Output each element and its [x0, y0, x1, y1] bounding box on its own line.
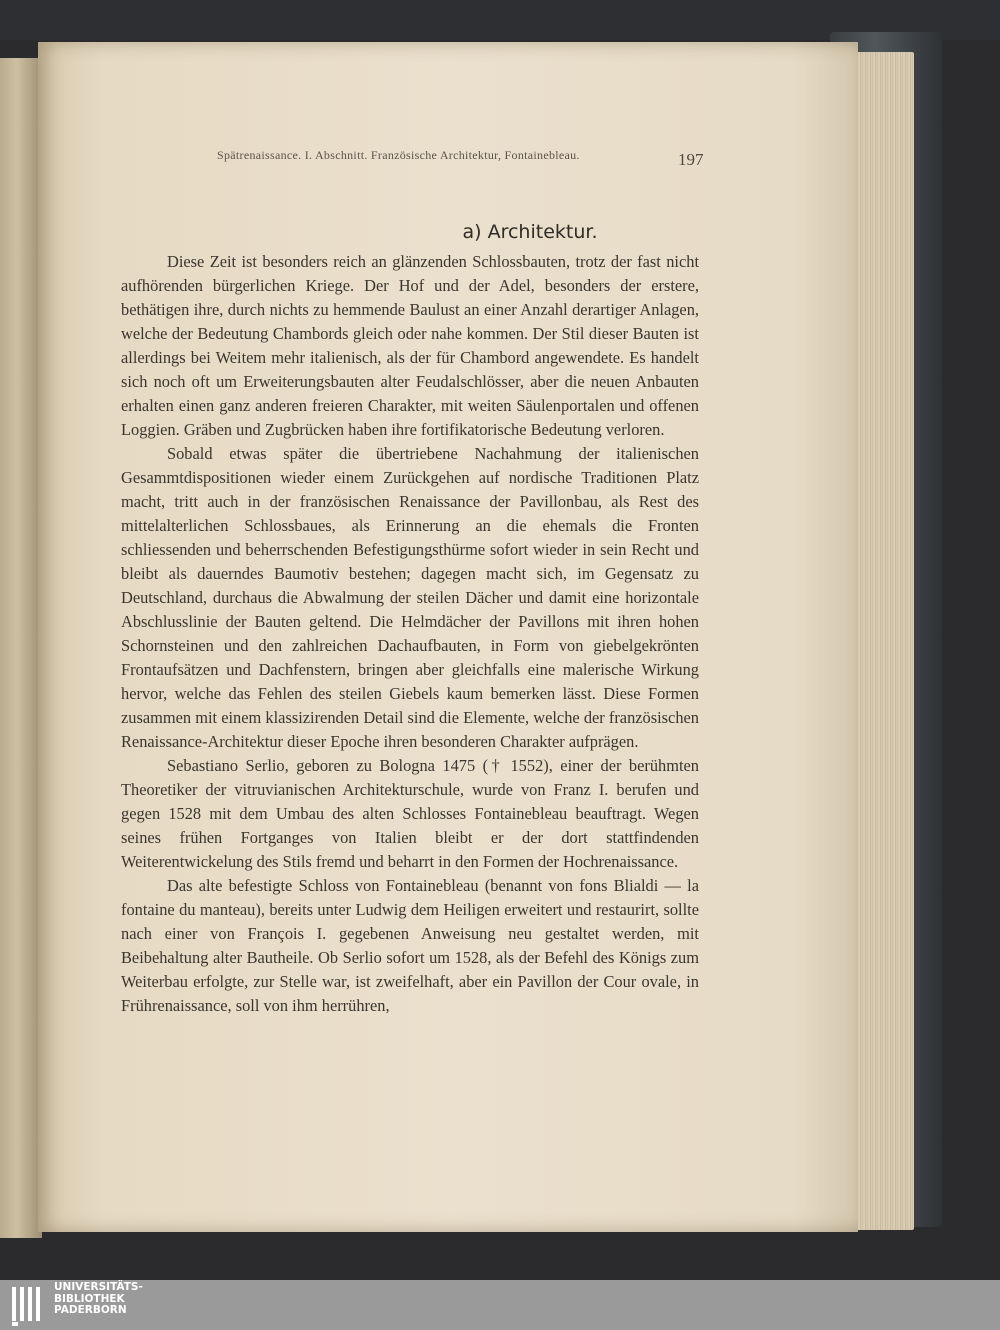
- paragraph: Sebastiano Serlio, geboren zu Bologna 1475 († 1552), einer der berühmten Theoretiker der vitruvianischen Architekturschule, wurde von Franz I. berufen und gegen 1528 mit dem Umbau des alten Schlosses Fontainebleau beauftragt. Wegen seines frühen Fortganges von Italien bleibt er der dort stattfindenden Weiterentwickelung des Stils fremd und beharrt in den Formen der Hochrenaissance.: [121, 756, 699, 871]
- paragraph: Diese Zeit ist besonders reich an glänzenden Schlossbauten, trotz der fast nicht aufhörenden bürgerlichen Kriege. Der Hof und der Adel, besonders der erstere, bethätigen ihre, durch nichts zu hemmende Baulust an einer Anzahl derartiger Anlagen, welche der Bedeutung Chambords gleich oder nahe kommen. Der Stil dieser Bauten ist allerdings bei Weitem mehr italienisch, als der für Chambord angewendete. Es handelt sich noch oft um Erweiterungsbauten alter Feudalschlösser, aber die neuen Anbauten erhalten einen ganz anderen freieren Charakter, mit weiten Säulenportalen und offenen Loggien. Gräben und Zugbrücken haben ihre fortifikatorische Bedeutung verloren.: [121, 252, 699, 439]
- section-heading: a) Architektur.: [462, 221, 598, 243]
- library-logo-text: [54, 1282, 194, 1317]
- body-text: [121, 250, 699, 1018]
- paragraph: Sobald etwas später die übertriebene Nachahmung der italienischen Gesammtdispositionen wieder einem Zurückgehen auf nordische Traditionen Platz macht, tritt auch in der französischen Renaissance der Pavillonbau, als Rest des mittelalterlichen Schlossbaues, als Erinnerung an die ehemals die Fronten schliessenden und beherrschenden Befestigungsthürme sofort wieder in sein Recht und bleibt als dauerndes Baumotiv bestehen; dagegen macht sich, im Gegensatz zu Deutschland, durchaus die Abwalmung der steilen Dächer und damit eine horizontale Abschlusslinie der Bauten geltend. Die Helmdächer der Pavillons mit ihren hohen Schornsteinen und den zahlreichen Dachaufbauten, in Form von giebelgekrönten Frontaufsätzen und Dachfenstern, bringen aber gleichfalls eine malerische Wirkung hervor, welche das Fehlen des steilen Giebels kaum bemerken lässt. Diese Formen zusammen mit einem klassizirenden Detail sind die Elemente, welche der französischen Renaissance-Architektur dieser Epoche ihren besonderen Charakter aufprägen.: [121, 444, 699, 751]
- running-head: Spätrenaissance. I. Abschnitt. Französische Architektur, Fontainebleau.: [217, 148, 580, 162]
- logo-line: UNIVERSITÄTS-: [54, 1281, 143, 1293]
- library-logo-icon: [11, 1283, 43, 1327]
- logo-line: BIBLIOTHEK: [54, 1292, 125, 1305]
- logo-line: PADERBORN: [54, 1304, 127, 1316]
- page-number: 197: [678, 150, 704, 169]
- paragraph: Das alte befestigte Schloss von Fontainebleau (benannt von fons Blialdi — la fontaine du manteau), bereits unter Ludwig dem Heiligen erweitert und restaurirt, sollte nach einer von François I. gegebenen Anweisung neu gestaltet werden, mit Beibehaltung alter Bautheile. Ob Serlio sofort um 1528, als der Befehl des Königs zum Weiterbau erfolgte, zur Stelle war, ist zweifelhaft, aber ein Pavillon der Cour ovale, in Frührenaissance, soll von ihm herrühren,: [121, 876, 699, 1015]
